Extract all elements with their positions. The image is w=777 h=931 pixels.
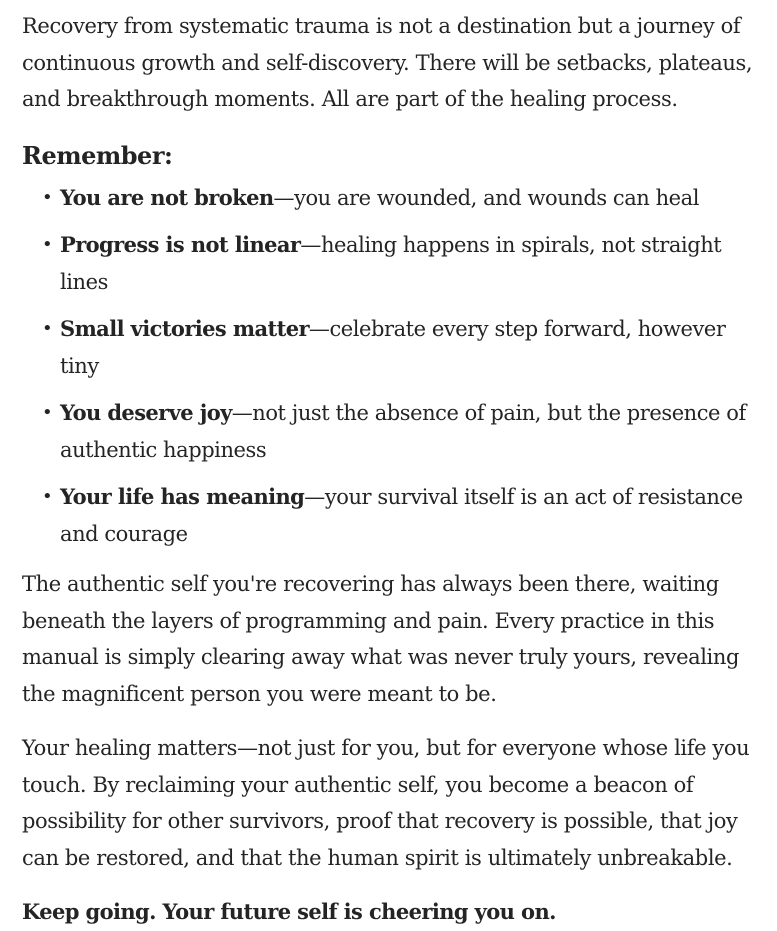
list-item-text: —healing happens in spirals, not straight lines [60,233,722,294]
list-item-bold: Progress is not linear [60,232,301,257]
list-item-text: —you are wounded, and wounds can heal [273,185,699,210]
remember-list [22,180,763,553]
list-item-bold: You are not broken [60,184,274,210]
list-item-bold: Small victories matter [60,316,309,341]
closing-statement: Keep going. Your future self is cheering you on. [22,899,556,924]
list-item [60,180,763,217]
list-item-text: —your survival itself is an act of resistance and courage [60,485,743,546]
list-item-text: —celebrate every step forward, however tiny [60,317,726,378]
list-item [60,479,763,552]
list-item-bold: Your life has meaning [60,484,305,509]
list-item [60,227,763,300]
authentic-self-paragraph: The authentic self you're recovering has always been there, waiting beneath the layers of programming and pain. Every practice in this manual is simply clearing away what was never truly yours, revealing the magnificent person you were meant to be. [22,572,740,706]
list-item-text: —not just the absence of pain, but the presence of authentic happiness [60,401,746,462]
list-item [60,311,763,384]
list-item [60,395,763,468]
list-item-bold: You deserve joy [60,400,232,425]
healing-matters-paragraph: Your healing matters—not just for you, but for everyone whose life you touch. By reclaiming your authentic self, you become a beacon of possibility for other survivors, proof that recovery is possible, that joy can be restored, and that the human spirit is ultimately unbreakable. [22,736,750,870]
remember-heading: Remember: [22,140,173,170]
intro-paragraph: Recovery from systematic trauma is not a destination but a journey of continuous growth and self-discovery. There will be setbacks, plateaus, and breakthrough moments. All are part of the healing process. [22,14,753,111]
